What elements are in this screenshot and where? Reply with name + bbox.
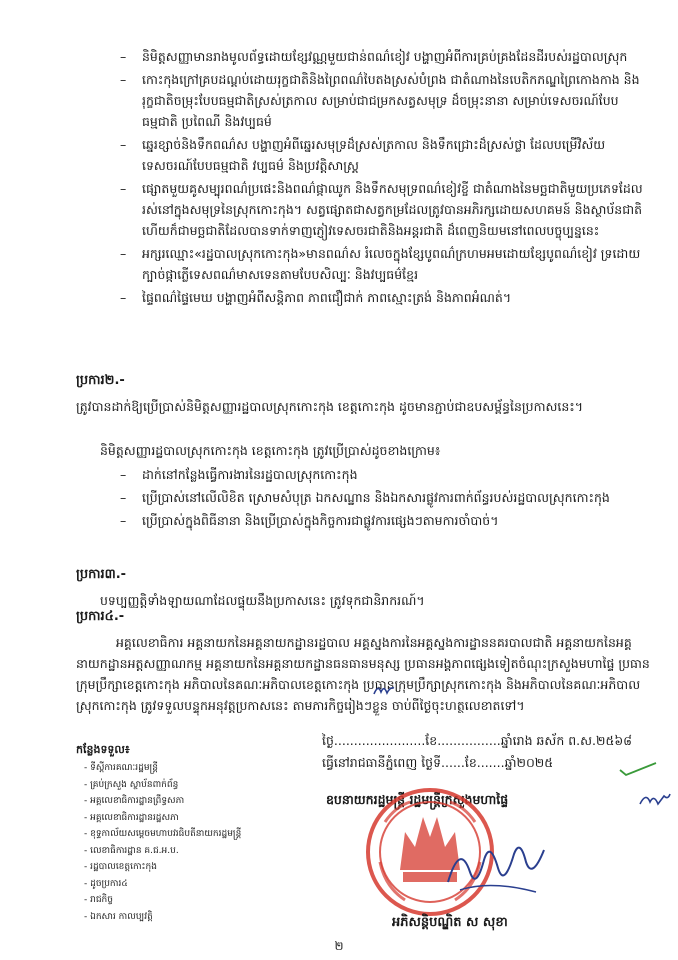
description-bullet: – កោះកុងក្រៅគ្របដណ្តប់ដោយរុក្ខជាតិនិងព្រៃពណ៌បៃតងស្រស់បំព្រង ជាតំណាងនៃបេតិកភណ្ឌព្រៃកោងកាង និងរុក្ខជាតិចម្រុះបែបធម្មជាតិស្រស់ត្រកាល សម្រាប់ជាជម្រកសត្វសមុទ្រ ដ៏ចម្រុះនានា សម្រាប់ទេសចរណ៍បែបធម្មជាតិ ប្រពៃណី និងវប្បធម៌ [120, 72, 640, 129]
bullet-text: កោះកុងក្រៅគ្របដណ្តប់ដោយរុក្ខជាតិនិងព្រៃពណ៌បៃតងស្រស់បំព្រង ជាតំណាងនៃបេតិកភណ្ឌព្រៃកោងកាង និងរុក្ខជាតិចម្រុះបែបធម្មជាតិស្រស់ត្រកាល សម្រាប់ជាជម្រកសត្វសមុទ្រ ដ៏ចម្រុះនានា សម្រាប់ទេសចរណ៍បែបធម្មជាតិ ប្រពៃណី និងវប្បធម៌ [142, 72, 640, 129]
bullet-text: ផ្សោតមួយគូសម្បុរពណ៌ប្រផេះនិងពណ៌ផ្កាឈូក និងទឹកសមុទ្រពណ៌ខៀវខ្ចី ជាតំណាងនៃមច្ឆជាតិមួយប្រភេទដែលរស់នៅក្នុងសមុទ្រនៃស្រុកកោះកុង។ សត្វផ្សោតជាសត្វកម្រដែលត្រូវបានអភិរក្សដោយសហគមន៍ និងស្ថាប័នជាតិ ហើយក៏ជាមច្ឆជាតិដែលបានទាក់ទាញភ្ញៀវទេសចរជាតិនិងអន្តរជាតិ ដ៏ពេញនិយមនៅពេលបច្ចុប្បន្ននេះ [142, 181, 643, 238]
usage-bullet-list [120, 464, 650, 533]
usage-bullet: – ប្រើប្រាស់ក្នុងពិធីនានា និងប្រើប្រាស់ក្នុងកិច្ចការជាផ្លូវការផ្សេងៗតាមការចាំបាច់។ [120, 513, 499, 528]
place-date-line: ធ្វើនៅរាជធានីភ្នំពេញ ថ្ងៃទី......ខែ.......ឆ្នាំ២០២៥ [322, 755, 554, 770]
description-bullet: – និមិត្តសញ្ញាមានរាងមូលព័ទ្ធដោយខ្សែវណ្ណមួយជាន់ពណ៌ខៀវ បង្ហាញអំពីការគ្រប់គ្រងដែនដីរបស់រដ្ឋបាលស្រុក [120, 49, 628, 64]
bullet-text: ផ្ទៃពណ៌ផ្ទៃមេឃ បង្ហាញអំពីសន្តិភាព ភាពជឿជាក់ ភាពស្មោះត្រង់ និងភាពអំណត់។ [142, 290, 512, 305]
usage-bullet: – ដាក់នៅកន្លែងធ្វើការងារនៃរដ្ឋបាលស្រុកកោះកុង [120, 467, 358, 482]
usage-bullet: – ប្រើប្រាស់នៅលើលិខិត ស្រោមសំបុត្រ ឯកសណ្ឋាន និងឯកសារផ្លូវការពាក់ព័ន្ធរបស់រដ្ឋបាលស្រុកកោះកុង [120, 490, 610, 505]
description-bullet: – ឆ្នេរខ្សាច់និងទឹកពណ៌ស បង្ហាញអំពីឆ្នេរសមុទ្រដ៏ស្រស់ត្រកាល និងទឹកជ្រោះដ៏ស្រស់ថ្លា ដែលបម្រើវិស័យទេសចរណ៍បែបធម្មជាតិ វប្បធម៌ និងប្រវត្តិសាស្ត្រ [120, 137, 606, 173]
handwritten-initial-icon [638, 790, 672, 810]
lunar-date-line: ថ្ងៃ.......................ខែ................ឆ្នាំរោង ឆស័ក ព.ស.២៥៦៨ [322, 733, 633, 748]
checkmark-icon [618, 760, 658, 778]
article-4-paragraph: អគ្គលេខាធិការ អគ្គនាយកនៃអគ្គនាយកដ្ឋានរដ្ឋបាល អគ្គស្នងការនៃអគ្គស្នងការដ្ឋាននគរបាលជាតិ អគ្គនាយកនៃអគ្គនាយកដ្ឋានអត្តសញ្ញាណកម្ម អគ្គនាយកនៃអគ្គនាយកដ្ឋានធនធានមនុស្ស ប្រធានអង្គភាពផ្សេងទៀតចំណុះក្រសួងមហាផ្ទៃ ប្រធានក្រុមប្រឹក្សាខេត្តកោះកុង អភិបាលនៃគណៈអភិបាលខេត្តកោះកុង ប្រធានក្រុមប្រឹក្សាស្រុកកោះកុង និងអភិបាលនៃគណៈអភិបាលស្រុកកោះកុង ត្រូវទទួលបន្ទុកអនុវត្តប្រកាសនេះ តាមភារកិច្ចរៀងៗខ្លួន ចាប់ពីថ្ងៃចុះហត្ថលេខាតទៅ។ [76, 635, 650, 713]
recipient-item: - ទីស្តីការគណៈរដ្ឋមន្ត្រី [84, 763, 158, 773]
bullet-text: ឆ្នេរខ្សាច់និងទឹកពណ៌ស បង្ហាញអំពីឆ្នេរសមុទ្រដ៏ស្រស់ត្រកាល និងទឹកជ្រោះដ៏ស្រស់ថ្លា ដែលបម្រើវិស័យទេសចរណ៍បែបធម្មជាតិ វប្បធម៌ និងប្រវត្តិសាស្ត្រ [142, 137, 606, 173]
signature-icon [440, 832, 550, 902]
bullet-text: និមិត្តសញ្ញាមានរាងមូលព័ទ្ធដោយខ្សែវណ្ណមួយជាន់ពណ៌ខៀវ បង្ហាញអំពីការគ្រប់គ្រងដែនដីរបស់រដ្ឋបាលស្រុក [142, 49, 628, 64]
article-3-paragraph: បទប្បញ្ញត្តិទាំងឡាយណាដែលផ្ទុយនឹងប្រកាសនេះ ត្រូវទុកជានិរាករណ៍។ [100, 593, 425, 608]
recipient-item: - ខុទ្ទកាល័យសម្តេចមហាបវរធិបតីនាយករដ្ឋមន្ត្រី [84, 829, 242, 839]
article-3-heading: ប្រការ៣.- [76, 567, 127, 582]
bullet-text: ប្រើប្រាស់ក្នុងពិធីនានា និងប្រើប្រាស់ក្នុងកិច្ចការជាផ្លូវការផ្សេងៗតាមការចាំបាច់។ [142, 513, 499, 528]
description-bullet-list [120, 46, 650, 310]
recipient-item: - ឯកសារ កាលប្បវត្តិ [84, 911, 153, 922]
signer-title: ឧបនាយករដ្ឋមន្ត្រី រដ្ឋមន្ត្រីក្រសួងមហាផ្ទៃ [326, 792, 509, 807]
initial-mark-icon [372, 682, 396, 698]
bullet-text: អក្សរឈ្មោះ«រដ្ឋបាលស្រុកកោះកុង»មានពណ៌ស រំលេចក្នុងខ្សែបូពណ៌ក្រហមអមដោយខ្សែបូពណ៌ខៀវ ទ្រដោយក្បាច់ផ្កាភ្លើទេសពណ៌មាសទេនតាមបែបសិល្បៈ និងវប្បធម៌ខ្មែរ [142, 246, 641, 282]
recipient-item: - អគ្គលេខាធិការដ្ឋានរដ្ឋសភា [84, 812, 179, 823]
bullet-text: ដាក់នៅកន្លែងធ្វើការងារនៃរដ្ឋបាលស្រុកកោះកុង [142, 467, 358, 482]
bullet-text: ប្រើប្រាស់នៅលើលិខិត ស្រោមសំបុត្រ ឯកសណ្ឋាន និងឯកសារផ្លូវការពាក់ព័ន្ធរបស់រដ្ឋបាលស្រុកកោះកុង [142, 490, 610, 505]
article-4-heading: ប្រការ៤.- [76, 609, 125, 624]
recipients-title: កន្លែងទទួល៖ [76, 743, 130, 756]
page-number: ២ [334, 939, 344, 953]
article-2-heading: ប្រការ២.- [76, 373, 125, 388]
recipient-item: - ដូចប្រការ៤ [84, 878, 128, 889]
article-2-paragraph-1: ត្រូវបានដាក់ឱ្យប្រើប្រាស់និមិត្តសញ្ញារដ្ឋបាលស្រុកកោះកុង ខេត្តកោះកុង ដូចមានភ្ជាប់ជាឧបសម្ព័ន្ធនៃប្រកាសនេះ។ [76, 399, 584, 414]
recipients-list [84, 760, 241, 925]
signer-name: អភិសន្តិបណ្ឌិត ស សុខា [392, 915, 508, 930]
description-bullet: – ផ្សោតមួយគូសម្បុរពណ៌ប្រផេះនិងពណ៌ផ្កាឈូក និងទឹកសមុទ្រពណ៌ខៀវខ្ចី ជាតំណាងនៃមច្ឆជាតិមួយប្រភេទដែលរស់នៅក្នុងសមុទ្រនៃស្រុកកោះកុង។ សត្វផ្សោតជាសត្វកម្រដែលត្រូវបានអភិរក្សដោយសហគមន៍ និងស្ថាប័នជាតិ ហើយក៏ជាមច្ឆជាតិដែលបានទាក់ទាញភ្ញៀវទេសចរជាតិនិងអន្តរជាតិ ដ៏ពេញនិយមនៅពេលបច្ចុប្បន្ននេះ [120, 181, 643, 238]
description-bullet: – អក្សរឈ្មោះ«រដ្ឋបាលស្រុកកោះកុង»មានពណ៌ស រំលេចក្នុងខ្សែបូពណ៌ក្រហមអមដោយខ្សែបូពណ៌ខៀវ ទ្រដោយក្បាច់ផ្កាភ្លើទេសពណ៌មាសទេនតាមបែបសិល្បៈ និងវប្បធម៌ខ្មែរ [120, 246, 641, 282]
description-bullet: – ផ្ទៃពណ៌ផ្ទៃមេឃ បង្ហាញអំពីសន្តិភាព ភាពជឿជាក់ ភាពស្មោះត្រង់ និងភាពអំណត់។ [120, 290, 512, 305]
recipient-item: - អគ្គលេខាធិការដ្ឋានព្រឹទ្ធសភា [84, 796, 185, 806]
date-block [322, 730, 652, 774]
recipient-item: - រាជកិច្ច [84, 895, 113, 905]
recipient-item: - គ្រប់ក្រសួង ស្ថាប័នពាក់ព័ន្ធ [84, 779, 179, 790]
recipient-item: - លេខាធិការដ្ឋាន គ.ជ.អ.ប. [84, 845, 179, 856]
recipient-item: - រដ្ឋបាលខេត្តកោះកុង [84, 862, 157, 872]
article-2-paragraph-2: និមិត្តសញ្ញារដ្ឋបាលស្រុកកោះកុង ខេត្តកោះកុង ត្រូវប្រើប្រាស់ដូចខាងក្រោម៖ [100, 443, 441, 458]
